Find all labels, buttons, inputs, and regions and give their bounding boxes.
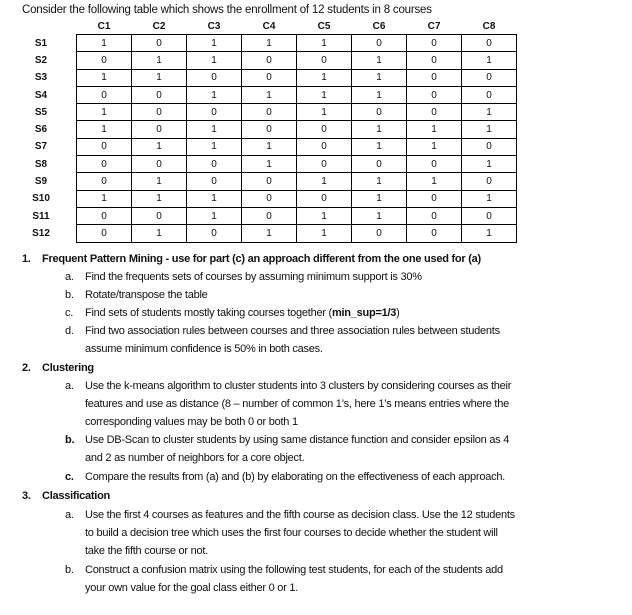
intro-text: Consider the following table which shows the enrollment of 12 students in 8 courses: [22, 4, 432, 16]
q2-title: Clustering: [42, 362, 94, 374]
q1a-text: Find the frequents sets of courses by assuming minimum support is 30%: [85, 271, 422, 283]
q2a-letter: a.: [65, 380, 74, 392]
table-cell: 1: [77, 121, 132, 138]
table-cell: 1: [242, 225, 297, 242]
row-label: S7: [34, 141, 48, 153]
row-label-cell: [10, 156, 77, 173]
q1-title: Frequent Pattern Mining - use for part (c) an approach different from the one used for (a): [42, 253, 481, 265]
table-cell: 1: [352, 69, 407, 86]
table-cell: 0: [407, 35, 462, 52]
table-cell: 1: [132, 225, 187, 242]
table-cell: 1: [407, 173, 462, 190]
table-cell: 0: [242, 121, 297, 138]
q1b-letter: b.: [65, 289, 74, 301]
table-cell: 1: [462, 225, 517, 242]
table-cell: 1: [187, 207, 242, 224]
table-cell: 0: [352, 104, 407, 121]
table-cell: 1: [297, 207, 352, 224]
table-cell: 1: [297, 225, 352, 242]
row-label-cell: [10, 69, 77, 86]
column-header: C6: [372, 21, 386, 32]
table-cell: 0: [132, 207, 187, 224]
table-cell: 0: [187, 156, 242, 173]
q1c-line: [85, 306, 400, 320]
row-label-cell: [10, 138, 77, 155]
q1a-letter: a.: [65, 271, 74, 283]
table-row: [10, 121, 517, 138]
column-header: C8: [482, 21, 496, 32]
table-cell: 1: [462, 52, 517, 69]
q3b-letter: b.: [65, 564, 74, 576]
table-cell: 0: [77, 86, 132, 103]
table-cell: 0: [242, 69, 297, 86]
table-cell: 0: [352, 156, 407, 173]
q1c-min-sup: min_sup=1/3: [331, 307, 397, 319]
q1b-text: Rotate/transpose the table: [85, 289, 208, 301]
q1c-end: ): [396, 307, 400, 319]
q1d-line1: Find two association rules between courses and three association rules between students: [85, 325, 500, 337]
row-label-cell: [10, 52, 77, 69]
table-cell: 0: [187, 225, 242, 242]
table-cell: 0: [132, 104, 187, 121]
table-cell: 0: [77, 173, 132, 190]
table-cell: 0: [462, 207, 517, 224]
q3-title: Classification: [42, 490, 111, 502]
table-cell: 1: [297, 86, 352, 103]
table-row: [10, 138, 517, 155]
table-cell: 0: [407, 207, 462, 224]
table-cell: 1: [352, 121, 407, 138]
table-row: [10, 207, 517, 224]
table-cell: 1: [132, 69, 187, 86]
row-label: S8: [34, 158, 48, 170]
table-cell: 1: [132, 173, 187, 190]
table-cell: 1: [462, 104, 517, 121]
table-row: [10, 86, 517, 103]
q3b-line1: Construct a confusion matrix using the following test students, for each of the students add: [85, 564, 503, 576]
table-cell: 0: [77, 138, 132, 155]
table-cell: 0: [132, 121, 187, 138]
table-cell: 1: [297, 173, 352, 190]
table-cell: 1: [407, 138, 462, 155]
q1d-letter: d.: [65, 325, 74, 337]
q3a-line2: to build a decision tree which uses the first four courses to decide whether the student will: [85, 527, 498, 539]
table-cell: 1: [407, 121, 462, 138]
table-cell: 1: [242, 156, 297, 173]
table-cell: 1: [77, 190, 132, 207]
table-cell: 0: [462, 69, 517, 86]
column-header: C5: [317, 21, 331, 32]
table-cell: 1: [352, 173, 407, 190]
row-label-cell: [10, 104, 77, 121]
table-cell: 1: [187, 86, 242, 103]
row-label-cell: [10, 207, 77, 224]
row-label: S2: [34, 54, 48, 66]
row-label-cell: [10, 121, 77, 138]
q2c-letter: c.: [65, 471, 74, 483]
table-cell: 0: [462, 86, 517, 103]
table-cell: 0: [132, 156, 187, 173]
table-cell: 0: [297, 121, 352, 138]
column-header: C1: [97, 21, 111, 32]
table-cell: 0: [242, 104, 297, 121]
table-cell: 1: [187, 190, 242, 207]
table-cell: 0: [77, 207, 132, 224]
row-label: S12: [32, 227, 50, 239]
row-label-cell: [10, 86, 77, 103]
row-label: S3: [34, 72, 48, 84]
q3a-letter: a.: [65, 509, 74, 521]
table-cell: 0: [352, 225, 407, 242]
table-cell: 0: [187, 104, 242, 121]
table-cell: 0: [242, 190, 297, 207]
row-label-cell: [10, 35, 77, 52]
table-cell: 1: [242, 138, 297, 155]
table-cell: 1: [242, 86, 297, 103]
table-cell: 1: [132, 190, 187, 207]
table-cell: 0: [407, 69, 462, 86]
table-row: [10, 52, 517, 69]
table-cell: 0: [132, 35, 187, 52]
column-header: C4: [262, 21, 276, 32]
table-cell: 1: [242, 35, 297, 52]
table-cell: 1: [462, 156, 517, 173]
table-cell: 0: [242, 52, 297, 69]
table-cell: 0: [187, 69, 242, 86]
table-cell: 1: [352, 138, 407, 155]
table-cell: 0: [407, 156, 462, 173]
table-cell: 1: [77, 69, 132, 86]
table-cell: 0: [407, 52, 462, 69]
table-cell: 0: [297, 156, 352, 173]
q3b-line2: your own value for the goal class either 0 or 1.: [85, 582, 299, 594]
q2c-text: Compare the results from (a) and (b) by elaborating on the effectiveness of each approach.: [85, 471, 505, 483]
table-cell: 0: [297, 52, 352, 69]
table-cell: 0: [297, 190, 352, 207]
table-cell: 0: [77, 52, 132, 69]
table-cell: 1: [77, 104, 132, 121]
q2a-line2: features and use as distance (8 – number of common 1’s, here 1’s means entries where the: [85, 398, 509, 410]
table-row: [10, 104, 517, 121]
table-cell: 0: [77, 156, 132, 173]
q1-number: 1.: [22, 253, 31, 265]
table-cell: 1: [187, 35, 242, 52]
row-label: S4: [34, 89, 48, 101]
table-cell: 1: [187, 52, 242, 69]
table-cell: 1: [297, 69, 352, 86]
table-cell: 0: [187, 173, 242, 190]
row-label: S10: [32, 193, 50, 205]
table-cell: 0: [407, 190, 462, 207]
table-cell: 0: [297, 138, 352, 155]
table-cell: 1: [187, 138, 242, 155]
table-cell: 0: [462, 173, 517, 190]
row-label: S5: [34, 106, 48, 118]
table-row: [10, 173, 517, 190]
table-cell: 1: [352, 86, 407, 103]
table-cell: 0: [77, 225, 132, 242]
table-header-row: [10, 19, 517, 35]
table-cell: 1: [77, 35, 132, 52]
row-label: S6: [34, 124, 48, 136]
column-header: C7: [427, 21, 441, 32]
q1d-line2: assume minimum confidence is 50% in both cases.: [85, 343, 323, 355]
enrollment-table: [10, 19, 517, 243]
table-cell: 0: [132, 86, 187, 103]
table-cell: 0: [242, 173, 297, 190]
table-row: [10, 69, 517, 86]
q2b-line1: Use DB-Scan to cluster students by using same distance function and consider epsilon as 4: [85, 434, 510, 446]
table-cell: 1: [132, 52, 187, 69]
q1c-letter: c.: [65, 307, 74, 319]
table-cell: 1: [352, 190, 407, 207]
table-cell: 1: [352, 52, 407, 69]
column-header: C3: [207, 21, 221, 32]
q2b-letter: b.: [65, 434, 75, 446]
table-cell: 0: [242, 207, 297, 224]
q2a-line1: Use the k-means algorithm to cluster students into 3 clusters by considering courses as their: [85, 380, 512, 392]
row-label: S1: [34, 37, 48, 49]
table-row: [10, 35, 517, 52]
table-cell: 1: [462, 190, 517, 207]
table-cell: 0: [462, 35, 517, 52]
corner-cell: [10, 19, 77, 35]
table-row: [10, 156, 517, 173]
table-cell: 1: [132, 138, 187, 155]
q3a-line3: take the fifth course or not.: [85, 545, 208, 557]
row-label-cell: [10, 190, 77, 207]
q2-number: 2.: [22, 362, 31, 374]
table-cell: 1: [187, 121, 242, 138]
table-cell: 0: [407, 225, 462, 242]
table-cell: 1: [462, 121, 517, 138]
table-row: [10, 225, 517, 242]
q3a-line1: Use the first 4 courses as features and the fifth course as decision class. Use the 12 students: [85, 509, 515, 521]
column-header: C2: [152, 21, 166, 32]
table-cell: 0: [352, 35, 407, 52]
table-cell: 0: [407, 104, 462, 121]
q2b-line2: and 2 as number of neighbors for a core object.: [85, 452, 305, 464]
table-row: [10, 190, 517, 207]
table-cell: 1: [297, 104, 352, 121]
q2a-line3: corresponding values may be both 0 or both 1: [85, 416, 298, 428]
row-label-cell: [10, 225, 77, 242]
q1c-text: Find sets of students mostly taking courses together (: [85, 307, 332, 319]
table-cell: 0: [462, 138, 517, 155]
row-label: S11: [32, 210, 50, 222]
table-cell: 0: [407, 86, 462, 103]
q3-number: 3.: [22, 490, 31, 502]
row-label: S9: [34, 176, 48, 188]
table-cell: 1: [352, 207, 407, 224]
row-label-cell: [10, 173, 77, 190]
table-cell: 1: [297, 35, 352, 52]
